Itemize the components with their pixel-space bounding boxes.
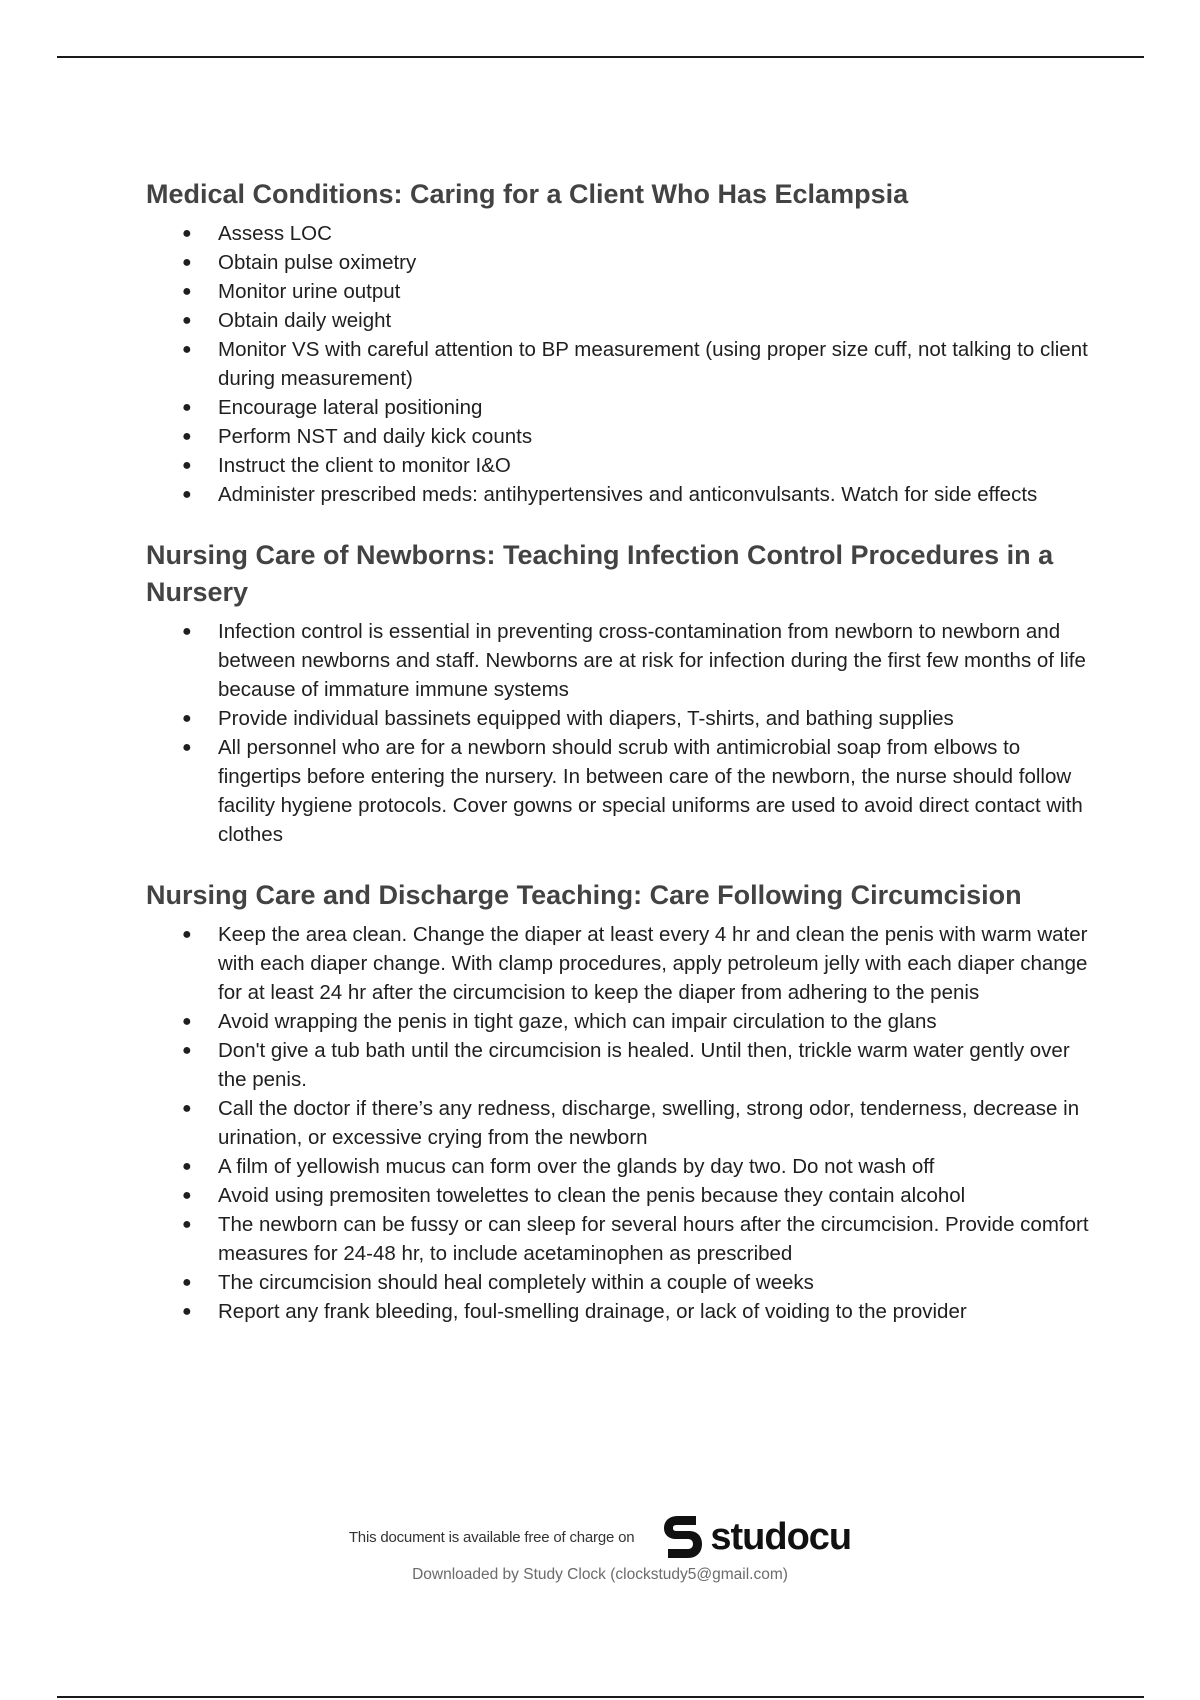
- list-item: [182, 422, 1096, 451]
- list-item-text: Report any frank bleeding, foul-smelling drainage, or lack of voiding to the provider: [218, 1300, 967, 1323]
- bullet-icon: ●: [182, 1013, 192, 1030]
- list-item-text: Perform NST and daily kick counts: [218, 425, 533, 448]
- bullet-icon: ●: [182, 341, 192, 358]
- section-heading: Medical Conditions: Caring for a Client Who Has Eclampsia: [146, 179, 909, 209]
- list-item: [182, 451, 1096, 480]
- list-item: [182, 306, 1096, 335]
- bullet-icon: ●: [182, 428, 192, 445]
- document-body: [146, 176, 1096, 1354]
- studocu-brand[interactable]: [660, 1512, 851, 1562]
- bullet-icon: ●: [182, 1216, 192, 1233]
- bullet-icon: ●: [182, 1303, 192, 1320]
- bullet-icon: ●: [182, 312, 192, 329]
- list-item-text: Obtain pulse oximetry: [218, 251, 417, 274]
- document-footer: [0, 1512, 1200, 1584]
- list-item-text: The newborn can be fussy or can sleep for several hours after the circumcision. Provide comfort measures for 24-48 hr, to include acetaminophen as prescribed: [218, 1213, 1089, 1265]
- list-item: [182, 1210, 1096, 1268]
- list-item-text: Administer prescribed meds: antihypertensives and anticonvulsants. Watch for side effects: [218, 483, 1038, 506]
- bullet-icon: ●: [182, 1100, 192, 1117]
- bullet-icon: ●: [182, 623, 192, 640]
- list-item: [182, 1036, 1096, 1094]
- bullet-list: [146, 920, 1096, 1326]
- list-item-text: Keep the area clean. Change the diaper at least every 4 hr and clean the penis with warm water with each diaper change. With clamp procedures, apply petroleum jelly with each diaper change for at least 24 hr after the circumcision to keep the diaper from adhering to the penis: [218, 923, 1088, 1004]
- list-item: [182, 617, 1096, 704]
- section-circumcision-care: [146, 877, 1096, 1326]
- bullet-icon: ●: [182, 1158, 192, 1175]
- section-eclampsia: [146, 176, 1096, 509]
- list-item: [182, 393, 1096, 422]
- bullet-icon: ●: [182, 739, 192, 756]
- bottom-divider: [57, 1696, 1144, 1698]
- list-item-text: Monitor urine output: [218, 280, 401, 303]
- list-item-text: Monitor VS with careful attention to BP measurement (using proper size cuff, not talking to client during measurement): [218, 338, 1088, 390]
- bullet-list: [146, 617, 1096, 849]
- top-divider: [57, 56, 1144, 58]
- list-item: [182, 219, 1096, 248]
- downloaded-by-text: Downloaded by Study Clock (clockstudy5@gmail.com): [412, 1566, 788, 1583]
- bullet-list: [146, 219, 1096, 509]
- list-item-text: Call the doctor if there’s any redness, discharge, swelling, strong odor, tenderness, decrease in urination, or excessive crying from the newborn: [218, 1097, 1080, 1149]
- list-item: [182, 248, 1096, 277]
- list-item-text: A film of yellowish mucus can form over the glands by day two. Do not wash off: [218, 1155, 935, 1178]
- list-item-text: Infection control is essential in preventing cross-contamination from newborn to newborn and between newborns and staff. Newborns are at risk for infection during the first few months of life because of immature immune systems: [218, 620, 1086, 701]
- bullet-icon: ●: [182, 710, 192, 727]
- list-item-text: All personnel who are for a newborn should scrub with antimicrobial soap from elbows to fingertips before entering the nursery. In between care of the newborn, the nurse should follow facility hygiene protocols. Cover gowns or special uniforms are used to avoid direct contact with clothes: [218, 736, 1083, 846]
- list-item-text: The circumcision should heal completely within a couple of weeks: [218, 1271, 814, 1294]
- studocu-logo-icon: [660, 1512, 706, 1562]
- bullet-icon: ●: [182, 1274, 192, 1291]
- bullet-icon: ●: [182, 926, 192, 943]
- list-item: [182, 733, 1096, 849]
- list-item: [182, 335, 1096, 393]
- list-item: [182, 277, 1096, 306]
- studocu-wordmark: studocu: [710, 1515, 852, 1558]
- bullet-icon: ●: [182, 283, 192, 300]
- bullet-icon: ●: [182, 1187, 192, 1204]
- list-item: [182, 1094, 1096, 1152]
- list-item: [182, 704, 1096, 733]
- bullet-icon: ●: [182, 486, 192, 503]
- bullet-icon: ●: [182, 399, 192, 416]
- bullet-icon: ●: [182, 225, 192, 242]
- bullet-icon: ●: [182, 457, 192, 474]
- list-item-text: Don't give a tub bath until the circumcision is healed. Until then, trickle warm water gently over the penis.: [218, 1039, 1070, 1091]
- bullet-icon: ●: [182, 254, 192, 271]
- list-item: [182, 1297, 1096, 1326]
- list-item: [182, 920, 1096, 1007]
- list-item: [182, 1268, 1096, 1297]
- list-item: [182, 1181, 1096, 1210]
- list-item-text: Obtain daily weight: [218, 309, 392, 332]
- list-item-text: Avoid wrapping the penis in tight gaze, which can impair circulation to the glans: [218, 1010, 937, 1033]
- list-item: [182, 480, 1096, 509]
- availability-text: This document is available free of charge on: [348, 1528, 635, 1546]
- section-heading: Nursing Care of Newborns: Teaching Infection Control Procedures in a Nursery: [146, 540, 1054, 607]
- section-heading: Nursing Care and Discharge Teaching: Care Following Circumcision: [146, 880, 1022, 910]
- list-item: [182, 1007, 1096, 1036]
- section-newborn-infection-control: [146, 537, 1096, 849]
- studocu-banner[interactable]: [349, 1512, 851, 1562]
- bullet-icon: ●: [182, 1042, 192, 1059]
- list-item: [182, 1152, 1096, 1181]
- list-item-text: Avoid using premositen towelettes to clean the penis because they contain alcohol: [218, 1184, 966, 1207]
- list-item-text: Assess LOC: [218, 222, 332, 245]
- list-item-text: Instruct the client to monitor I&O: [218, 454, 511, 477]
- list-item-text: Encourage lateral positioning: [218, 396, 483, 419]
- list-item-text: Provide individual bassinets equipped with diapers, T-shirts, and bathing supplies: [218, 707, 954, 730]
